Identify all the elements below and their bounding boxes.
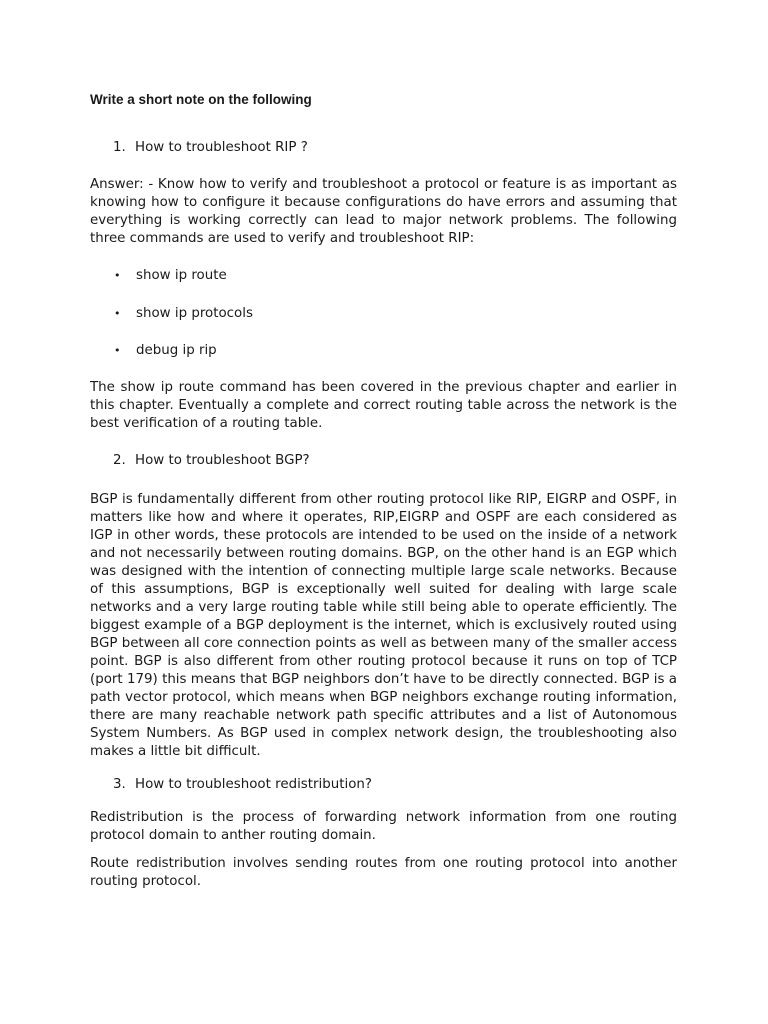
command-text: show ip route [136, 268, 227, 283]
list-item [90, 342, 677, 360]
question-1-text: How to troubleshoot RIP ? [135, 140, 308, 155]
question-1 [90, 139, 677, 157]
rip-command-list [90, 267, 677, 360]
list-item [90, 267, 677, 285]
question-3 [90, 776, 677, 794]
list-item [90, 305, 677, 323]
question-1-number: 1. [113, 140, 126, 155]
question-2-number: 2. [113, 453, 126, 468]
bullet-icon: • [114, 306, 121, 320]
question-2-text: How to troubleshoot BGP? [135, 453, 310, 468]
answer-1-followup-paragraph: The show ip route command has been covered in the previous chapter and earlier in this chapter. Eventually a complete and correct routing table across the network is the best verification of a routing table. [90, 380, 677, 431]
bullet-icon: • [114, 269, 121, 282]
question-3-text: How to troubleshoot redistribution? [135, 777, 372, 792]
question-3-number: 3. [113, 777, 126, 792]
command-text: debug ip rip [136, 343, 217, 358]
command-text: show ip protocols [136, 305, 253, 321]
question-2 [90, 452, 677, 470]
bullet-icon: • [114, 344, 121, 357]
answer-3-paragraph-b: Route redistribution involves sending routes from one routing protocol into another routing protocol. [90, 856, 677, 889]
document-heading: Write a short note on the following [90, 92, 312, 107]
answer-2-paragraph: BGP is fundamentally different from other routing protocol like RIP, EIGRP and OSPF, in matters like how and where it operates, RIP,EIGRP and OSPF are each considered as IGP in other words, these protocols are intended to be used on the inside of a network and not necessarily between routing domains. BGP, on the other hand is an EGP which was designed with the intention of connecting multiple large scale networks. Because of this assumptions, BGP is exceptionally well suited for dealing with large scale networks and a very large routing table while still being able to operate efficiently. The biggest example of a BGP deployment is the internet, which is exclusively routed using BGP between all core connection points as well as between many of the smaller access point. BGP is also different from other routing protocol because it runs on top of TCP (port 179) this means that BGP neighbors don’t have to be directly connected. BGP is a path vector protocol, which means when BGP neighbors exchange routing information, there are many reachable network path specific attributes and a list of Autonomous System Numbers. As BGP used in complex network design, the troubleshooting also makes a little bit difficult. [90, 492, 677, 759]
answer-3-paragraph-a: Redistribution is the process of forwarding network information from one routing protocol domain to anther routing domain. [90, 810, 677, 843]
answer-1-paragraph: Answer: - Know how to verify and troubleshoot a protocol or feature is as important as knowing how to configure it because configurations do have errors and assuming that everything is working correctly can lead to major network problems. The following three commands are used to verify and troubleshoot RIP: [90, 177, 677, 246]
document-page [90, 91, 677, 891]
